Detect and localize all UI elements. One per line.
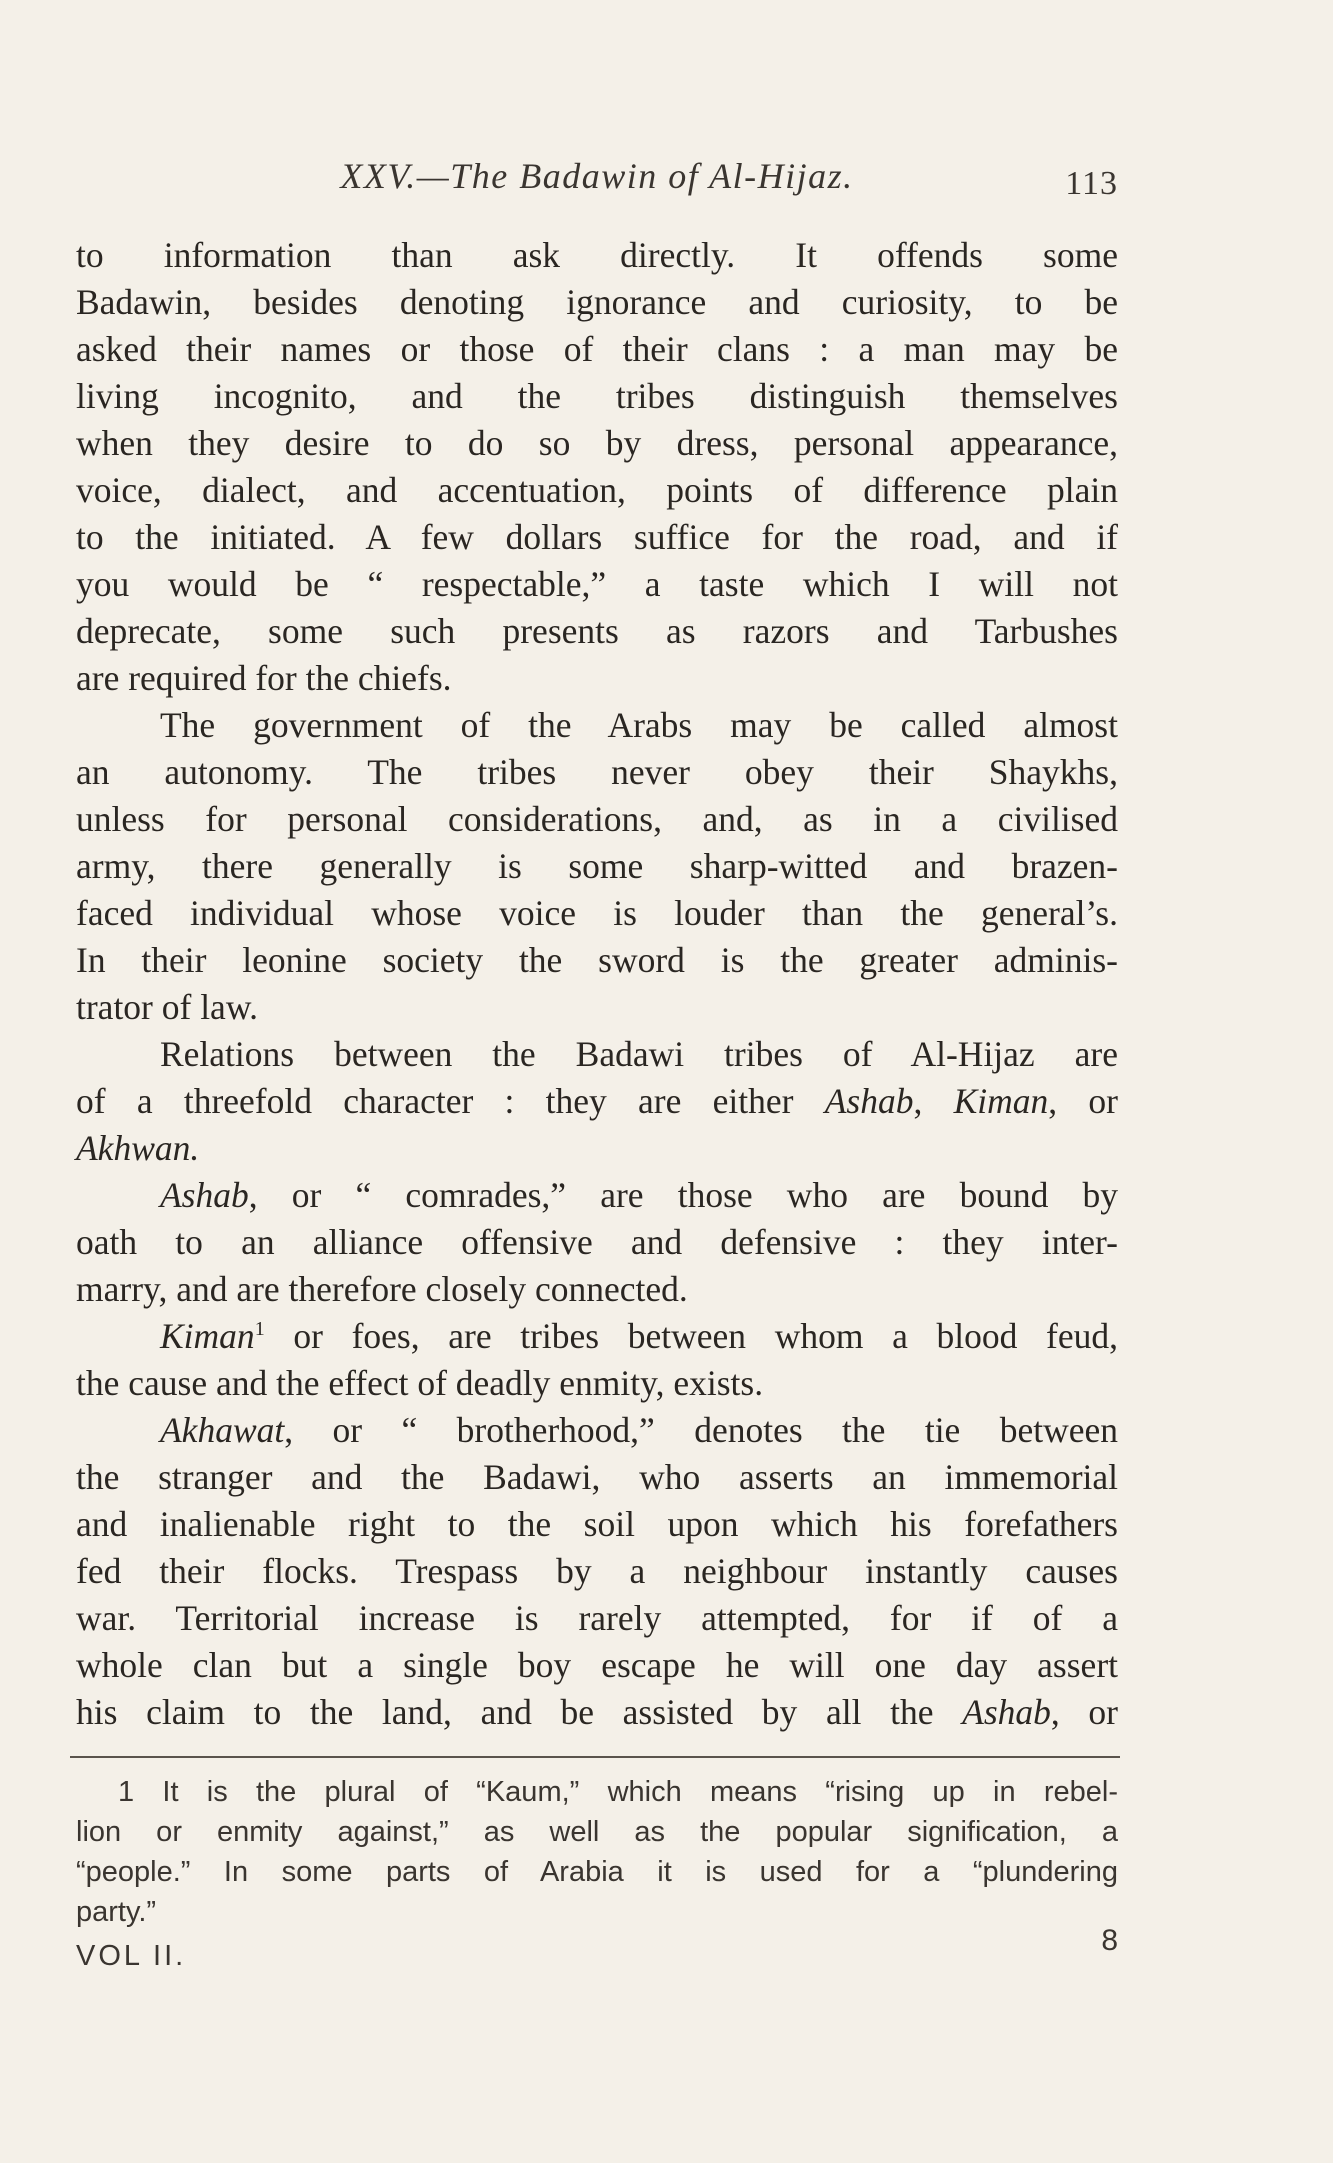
text-line: oath to an alliance offensive and defensive : they inter- [76, 1222, 1118, 1262]
text-line [76, 1078, 1118, 1125]
volume-label: VOL II. [76, 1940, 187, 1972]
footnote-line: 1 It is the plural of “Kaum,” which means “rising up in rebel- [118, 1776, 1118, 1808]
text-line: trator of law. [76, 987, 259, 1027]
term-ashab: Ashab [824, 1081, 914, 1121]
signature-mark: 8 [1101, 1924, 1118, 1957]
text-line: unless for personal considerations, and, as in a civilised [76, 799, 1118, 839]
text-line: Badawin, besides denoting ignorance and curiosity, to be [76, 282, 1118, 322]
text-line: asked their names or those of their clans : a man may be [76, 329, 1118, 369]
signature-line [76, 1924, 1118, 1980]
text-fragment: , or “ brotherhood,” denotes the tie between [284, 1410, 1118, 1450]
footnote-marker: 1 [254, 1318, 265, 1341]
paragraph-start-line [76, 1407, 1118, 1454]
footnote-line: party.” [76, 1896, 157, 1928]
footnote-line: lion or enmity against,” as well as the popular signification, a [76, 1816, 1118, 1848]
text-fragment: , or [1050, 1692, 1119, 1732]
paragraph-start-line: The government of the Arabs may be called almost [160, 705, 1118, 745]
text-fragment: , or [1048, 1081, 1119, 1121]
text-fragment: or foes, are tribes between whom a blood feud, [264, 1316, 1118, 1356]
footnote [76, 1772, 1118, 1932]
text-fragment: , [913, 1081, 954, 1121]
text-line: In their leonine society the sword is the greater adminis- [76, 940, 1118, 980]
text-line: the cause and the effect of deadly enmity, exists. [76, 1363, 764, 1403]
text-line: whole clan but a single boy escape he will one day assert [76, 1645, 1118, 1685]
page-number: 113 [1065, 165, 1118, 202]
text-line: when they desire to do so by dress, personal appearance, [76, 423, 1118, 463]
text-line: and inalienable right to the soil upon which his forefathers [76, 1504, 1118, 1544]
paragraph-start-line [76, 1313, 1118, 1360]
running-title: XXV.—The Badawin of Al-Hijaz. [340, 156, 854, 196]
text-fragment: his claim to the land, and be assisted by all the [76, 1692, 963, 1732]
text-line: you would be “ respectable,” a taste which I will not [76, 564, 1118, 604]
text-line: fed their flocks. Trespass by a neighbour instantly causes [76, 1551, 1118, 1591]
text-line: war. Territorial increase is rarely attempted, for if of a [76, 1598, 1118, 1638]
text-line: faced individual whose voice is louder than the general’s. [76, 893, 1118, 933]
term-akhawat: Akhawat [160, 1410, 285, 1450]
page-header [76, 155, 1118, 205]
text-fragment: of a threefold character : they are either [76, 1081, 825, 1121]
term-ashab: Ashab [962, 1692, 1051, 1732]
paragraph-start-line [76, 1172, 1118, 1219]
term-kiman: Kiman [953, 1081, 1049, 1121]
paragraph-start-line: Relations between the Badawi tribes of Al-Hijaz are [160, 1034, 1118, 1074]
footnote-line: “people.” In some parts of Arabia it is used for a “plundering [76, 1856, 1118, 1888]
text-line: voice, dialect, and accentuation, points of difference plain [76, 470, 1118, 510]
text-line: marry, and are therefore closely connected. [76, 1269, 688, 1309]
text-line: living incognito, and the tribes distinguish themselves [76, 376, 1118, 416]
text-line: to the initiated. A few dollars suffice for the road, and if [76, 517, 1118, 557]
footnote-divider [70, 1756, 1120, 1758]
text-line: army, there generally is some sharp-witted and brazen- [76, 846, 1118, 886]
text-line: an autonomy. The tribes never obey their Shaykhs, [76, 752, 1118, 792]
text-fragment: , or “ comrades,” are those who are bound by [248, 1175, 1118, 1215]
term-akhwan: Akhwan. [76, 1128, 200, 1168]
text-line [76, 1689, 1118, 1736]
term-kiman: Kiman [160, 1316, 255, 1356]
term-ashab: Ashab [160, 1175, 249, 1215]
text-line: to information than ask directly. It offends some [76, 235, 1118, 275]
body-text [76, 232, 1118, 1736]
text-line: the stranger and the Badawi, who asserts an immemorial [76, 1457, 1118, 1497]
text-line: deprecate, some such presents as razors and Tarbushes [76, 611, 1118, 651]
text-line: are required for the chiefs. [76, 658, 452, 698]
